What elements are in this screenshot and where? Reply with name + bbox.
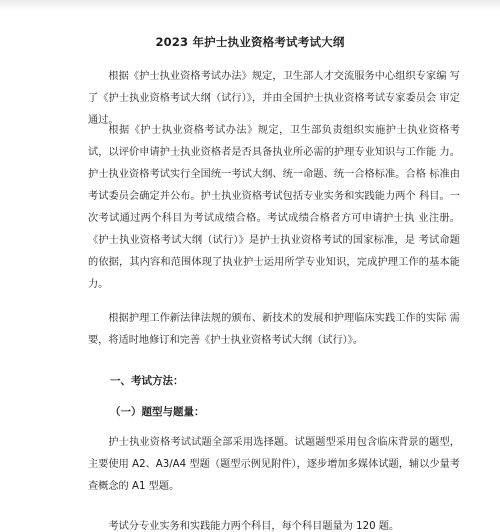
paragraph-question-types: 护士执业资格考试试题全部采用选择题。试题题型采用包含临床背景的题型，主要使用 A2、A3/A4 型题（题型示例见附件），逐步增加多媒体试题，辅以少量考查概念的 A1 型题。: [88, 437, 460, 492]
paragraph-revision: 根据护理工作新法律法规的颁布、新技术的发展和护理临床实践工作的实际 需要，将适时地修订和完善《护士执业资格考试大纲（试行）》。: [88, 313, 460, 346]
document-title: 2023 年护士执业资格考试考试大纲: [155, 35, 345, 49]
paragraph-question-count: 考试分专业实务和实践能力两个科目，每个科目题量为 120 题。: [108, 521, 400, 532]
page-edge-shadow: [0, 0, 500, 10]
subsection-heading-question-types: （一）题型与题量：: [110, 406, 205, 418]
paragraph-exam-overview: 根据《护士执业资格考试办法》规定，卫生部负责组织实施护士执业资格考试，以评价申请护士执业资格者是否具备执业所必需的护理专业知识与工作能 力。护士执业资格考试实行全国统一考试大纲、统一命题、统一合格标准。合格 标准由考试委员会确定并公布。护士执业资格考试包括专业实务和实践能力两个 科目。一次考试通过两个科目为考试成绩合格。考试成绩合格者方可申请护士执 业注册。《护士执业资格考试大纲（试行）》是护士执业资格考试的国家标准，是 考试命题的依据，其内容和范围体现了执业护士运用所学专业知识，完成护理工作的基本能力。: [88, 125, 460, 290]
paragraph-intro: 根据《护士执业资格考试办法》规定，卫生部人才交流服务中心组织专家编 写了《护士执业资格考试大纲（试行）》，并由全国护士执业资格考试专家委员会 审定通过。: [88, 71, 460, 126]
section-heading-exam-method: 一、考试方法：: [110, 375, 184, 387]
